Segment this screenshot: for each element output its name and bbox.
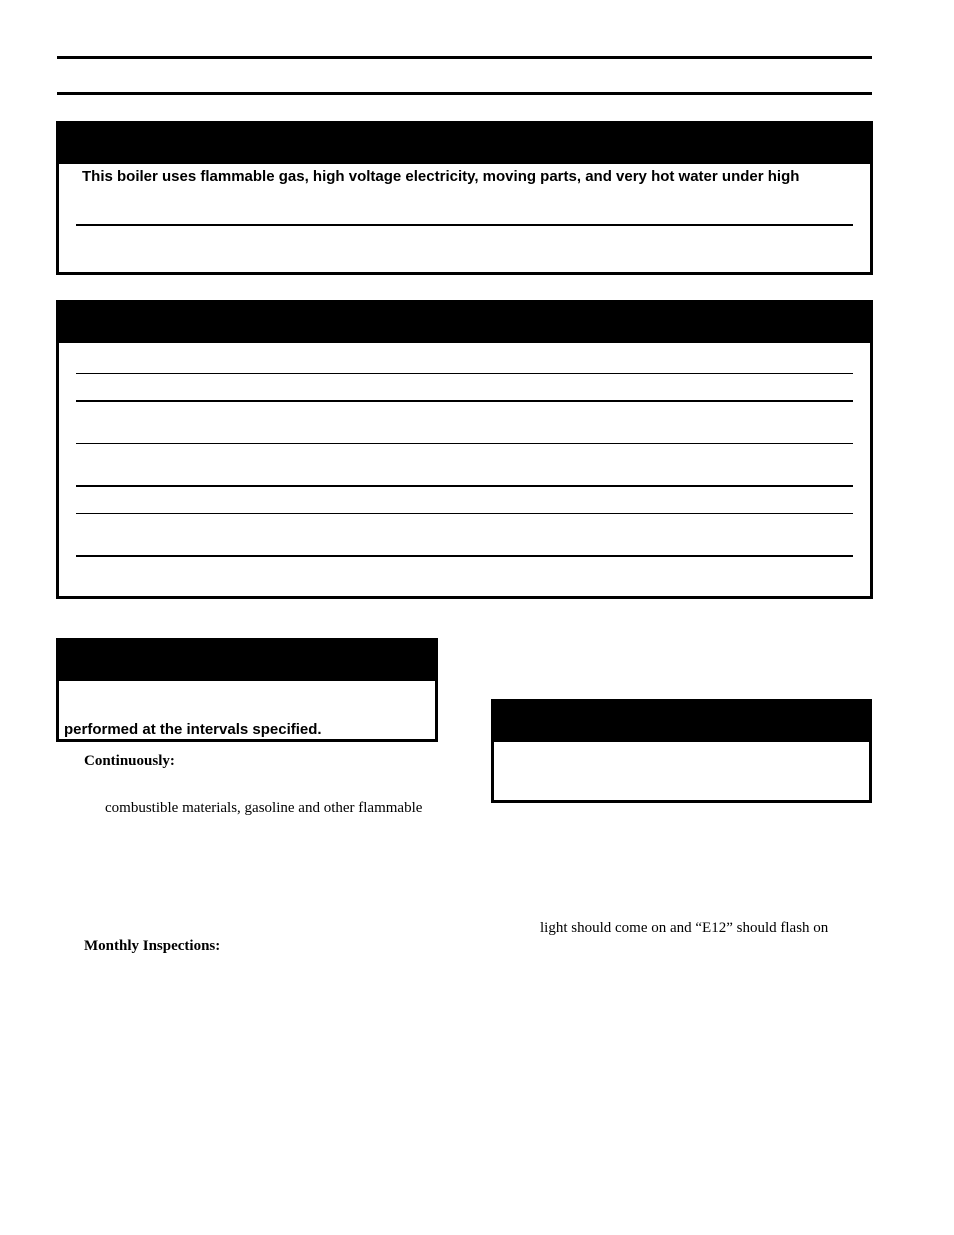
maintenance-warning-header — [59, 641, 435, 681]
top-rule — [57, 56, 872, 59]
hazard-divider — [76, 224, 853, 226]
hazard-warning-header — [59, 124, 870, 164]
table-line-2 — [76, 400, 853, 402]
warning-table-header — [59, 303, 870, 343]
right-column-text: light should come on and “E12” should flash on — [540, 920, 829, 936]
continuously-text: combustible materials, gasoline and other flammable — [105, 800, 423, 816]
maintenance-warning-text: performed at the intervals specified. — [64, 721, 322, 738]
continuously-heading: Continuously: — [84, 753, 175, 769]
table-line-1 — [76, 373, 853, 374]
hazard-warning-text: This boiler uses flammable gas, high voltage electricity, moving parts, and very hot water under high — [82, 168, 800, 185]
maintenance-warning-box — [56, 638, 438, 742]
table-line-3 — [76, 443, 853, 444]
right-warning-header — [494, 702, 869, 742]
table-line-5 — [76, 513, 853, 514]
table-line-4 — [76, 485, 853, 487]
right-warning-box — [491, 699, 872, 803]
second-rule — [57, 92, 872, 95]
hazard-warning-box — [56, 121, 873, 275]
warning-table-box — [56, 300, 873, 599]
table-line-6 — [76, 555, 853, 557]
monthly-heading: Monthly Inspections: — [84, 938, 221, 954]
